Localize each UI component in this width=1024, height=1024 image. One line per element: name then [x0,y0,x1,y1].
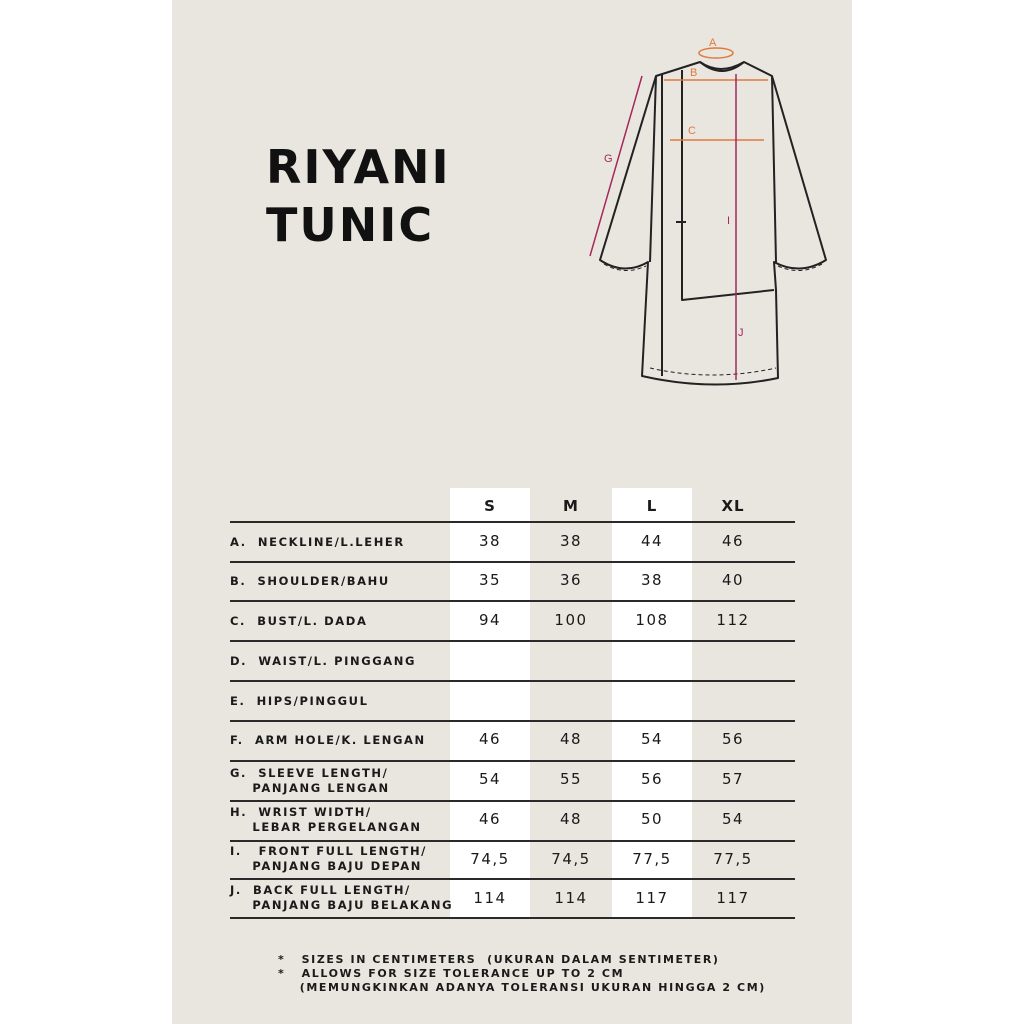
cell-s: 94 [478,611,502,629]
product-title-line1: RIYANI [266,140,451,194]
table-row [230,602,795,640]
cell-m: 100 [554,611,588,629]
tunic-measurement-diagram [580,28,840,398]
label-i: I [727,215,731,227]
cell-l: 54 [640,730,664,748]
note-tolerance: * ALLOWS FOR SIZE TOLERANCE UP TO 2 CM [278,967,625,980]
table-row [230,722,795,760]
cell-s: 46 [478,810,502,828]
note-sizes: * SIZES IN CENTIMETERS (UKURAN DALAM SENTIMETER) [278,953,720,966]
label-c: C [688,125,696,137]
table-row [230,563,795,600]
label-g: G [604,153,613,165]
table-row [230,642,795,680]
cell-m: 114 [554,889,588,907]
table-row [230,802,795,840]
size-header-m: M [563,497,579,515]
cell-s: 35 [478,571,502,589]
table-row [230,880,795,917]
table-row [230,523,795,561]
product-title-line2: TUNIC [266,198,435,252]
row-label: J. BACK FULL LENGTH/ PANJANG BAJU BELAKANG [230,883,454,912]
row-label: B. SHOULDER/BAHU [230,574,390,588]
cell-xl: 117 [716,889,750,907]
table-rule [230,917,795,919]
row-label: C. BUST/L. DADA [230,614,368,628]
cell-m: 74,5 [551,850,591,868]
cell-m: 55 [559,770,583,788]
cell-m: 36 [559,571,583,589]
cell-xl: 40 [721,571,745,589]
row-label: H. WRIST WIDTH/ LEBAR PERGELANGAN [230,805,422,834]
cell-xl: 54 [721,810,745,828]
cell-l: 38 [640,571,664,589]
cell-xl: 112 [716,611,750,629]
cell-m: 48 [559,730,583,748]
cell-s: 74,5 [470,850,510,868]
cell-l: 56 [640,770,664,788]
size-header-xl: XL [721,497,745,515]
cell-l: 108 [635,611,669,629]
cell-s: 114 [473,889,507,907]
row-label: G. SLEEVE LENGTH/ PANJANG LENGAN [230,766,390,795]
row-label: F. ARM HOLE/K. LENGAN [230,733,426,747]
cell-m: 48 [559,810,583,828]
cell-s: 38 [478,532,502,550]
label-b: B [690,67,698,79]
cell-xl: 56 [721,730,745,748]
cell-l: 117 [635,889,669,907]
cell-xl: 46 [721,532,745,550]
cell-xl: 77,5 [713,850,753,868]
row-label: D. WAIST/L. PINGGANG [230,654,417,668]
row-label: A. NECKLINE/L.LEHER [230,535,405,549]
table-row [230,762,795,800]
row-label: I. FRONT FULL LENGTH/ PANJANG BAJU DEPAN [230,844,427,873]
cell-m: 38 [559,532,583,550]
label-j: J [738,327,744,339]
note-tolerance-id: (MEMUNGKINKAN ADANYA TOLERANSI UKURAN HINGGA 2 CM) [278,981,766,994]
cell-l: 77,5 [632,850,672,868]
size-header-s: S [484,497,496,515]
cell-l: 44 [640,532,664,550]
cell-xl: 57 [721,770,745,788]
cell-l: 50 [640,810,664,828]
size-header-l: L [646,497,658,515]
label-a: A [709,37,717,49]
table-row [230,842,795,878]
cell-s: 54 [478,770,502,788]
row-label: E. HIPS/PINGGUL [230,694,369,708]
table-row [230,682,795,720]
cell-s: 46 [478,730,502,748]
